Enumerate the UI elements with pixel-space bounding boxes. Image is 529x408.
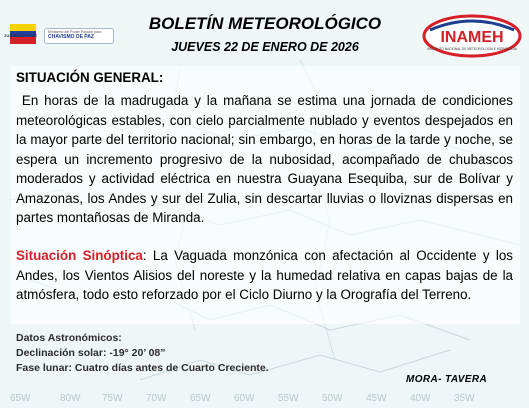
longitude-label: 50W — [322, 393, 343, 404]
situacion-sinoptica-label: Situación Sinóptica — [16, 248, 143, 263]
situacion-general-body: En horas de la madrugada y la mañana se estima una jornada de condiciones meteorológicas estables, con cielo parcialmente nublado y eventos despejados en la mayor parte del territorio nacional; sin embargo, en horas de la tarde y noche, se espera un incremento progresivo de la nubosidad, acompañado de chubascos moderados y actividad eléctrica en nuestra Guayana Esequiba, sur de Bolívar y Amazonas, los Andes y sur del Zulia, sin descartar lluvias o lloviznas dispersas en partes montañosas de Miranda. — [16, 93, 513, 225]
solar-declination: Declinación solar: -19° 20’ 08” — [16, 347, 166, 359]
longitude-label: 35W — [454, 393, 475, 404]
inameh-logo-text: INAMEH — [440, 29, 504, 46]
ministry-top-text: Ministerio del Poder Popular para — [48, 30, 102, 34]
gov-subtitle: JUSTICIA Y PAZ — [4, 33, 38, 38]
longitude-label: 60W — [234, 393, 255, 404]
longitude-label: 65W — [190, 393, 211, 404]
longitude-label: 75W — [102, 393, 123, 404]
astronomical-data-title: Datos Astronómicos: — [16, 332, 122, 344]
situacion-general-heading: SITUACIÓN GENERAL: — [16, 70, 164, 85]
ministry-main-text: CHAVISMO DE PAZ — [48, 34, 94, 40]
ministry-logo — [44, 28, 114, 44]
inameh-logo-subtext: INSTITUTO NACIONAL DE METEOROLOGÍA E HIDROLOGÍA — [427, 47, 517, 51]
author-signature: MORA- TAVERA — [406, 374, 488, 385]
situacion-sinoptica-body: : La Vaguada monzónica con afectación al Occidente y los Andes, los Vientos Alisios del noreste y la humedad relativa en capas bajas de la atmósfera, todo esto reforzado por el Ciclo Diurno y la Orografía del Terreno. — [16, 248, 514, 302]
bulletin-date: JUEVES 22 DE ENERO DE 2026 — [171, 40, 359, 54]
situacion-general-text — [16, 91, 513, 228]
situacion-sinoptica-text — [16, 246, 513, 305]
longitude-label: 70W — [146, 393, 167, 404]
moon-phase: Fase lunar: Cuatro días antes de Cuarto Creciente. — [16, 362, 269, 374]
longitude-label: 45W — [366, 393, 387, 404]
longitude-label: 65W — [10, 393, 31, 404]
longitude-label: 80W — [60, 393, 81, 404]
page-title: BOLETÍN METEOROLÓGICO — [148, 14, 382, 33]
header — [0, 0, 529, 64]
longitude-label: 55W — [278, 393, 299, 404]
longitude-labels — [0, 393, 529, 408]
inameh-logo — [422, 14, 522, 58]
longitude-label: 40W — [410, 393, 431, 404]
